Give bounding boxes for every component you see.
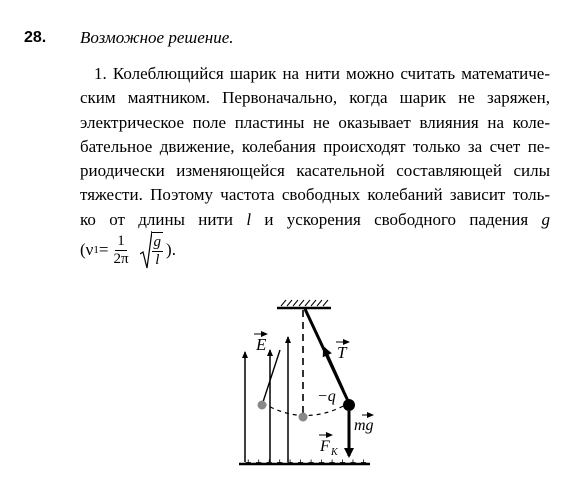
paragraph-line-3: электрическое поле пластины не оказывает влияния на коле- — [80, 112, 550, 132]
charge-label: −q — [317, 388, 336, 405]
formula-nu-subscript: 1 — [93, 244, 99, 256]
charged-ball — [343, 399, 355, 411]
left-position-string — [263, 350, 280, 402]
center-position-ball — [299, 413, 308, 422]
paragraph-line-1: 1. Колеблющийся шарик на нити можно считать математиче- — [94, 64, 550, 83]
variable-l: l — [246, 209, 252, 229]
formula-sqrt — [140, 230, 164, 270]
coulomb-force-label: F — [320, 438, 330, 455]
paragraph-line-6: тяжести. Поэтому частота свободных колебаний зависит толь- — [80, 185, 550, 205]
field-vector-label: E — [256, 335, 267, 354]
sqrt-numerator: g — [153, 233, 162, 250]
paragraph-line-2: ским маятником. Первоначально, когда шарик не заряжен, — [80, 88, 550, 108]
line-7-text-a: ко от длины нити — [80, 209, 247, 229]
left-position-ball — [258, 401, 267, 410]
formula-fraction — [111, 233, 130, 268]
formula-open-paren: ( — [80, 240, 86, 259]
tension-label: T — [337, 343, 347, 362]
problem-number: 28. — [24, 29, 47, 46]
plate-plus-signs: + + + + + + + + + + + + — [245, 457, 368, 469]
line-7-text-b: и ускорения свободного падения — [251, 209, 542, 229]
coulomb-force-subscript: K — [331, 447, 338, 458]
formula-nu: ν — [85, 240, 94, 259]
gravity-label: mg — [354, 417, 374, 434]
radical-sign-icon — [140, 230, 152, 270]
sqrt-denominator: l — [155, 251, 160, 268]
fraction-numerator: 1 — [117, 232, 125, 249]
paragraph-line-4: бательное движение, колебания происходят только за счет пе- — [80, 136, 550, 156]
fraction-denominator: 2π — [113, 250, 129, 267]
swing-arc — [263, 403, 349, 416]
ceiling-support — [277, 300, 331, 308]
pendulum-diagram — [225, 290, 375, 472]
sqrt-fraction — [152, 232, 164, 269]
solution-heading: Возможное решение. — [80, 28, 234, 47]
formula-close-paren: ). — [166, 240, 176, 259]
solution-paragraph — [80, 62, 550, 232]
paragraph-line-5: риодически изменяющейся касательной составляющей силы — [80, 161, 550, 181]
formula-equals: = — [98, 240, 109, 259]
variable-g: g — [541, 209, 550, 229]
frequency-formula — [80, 228, 176, 272]
